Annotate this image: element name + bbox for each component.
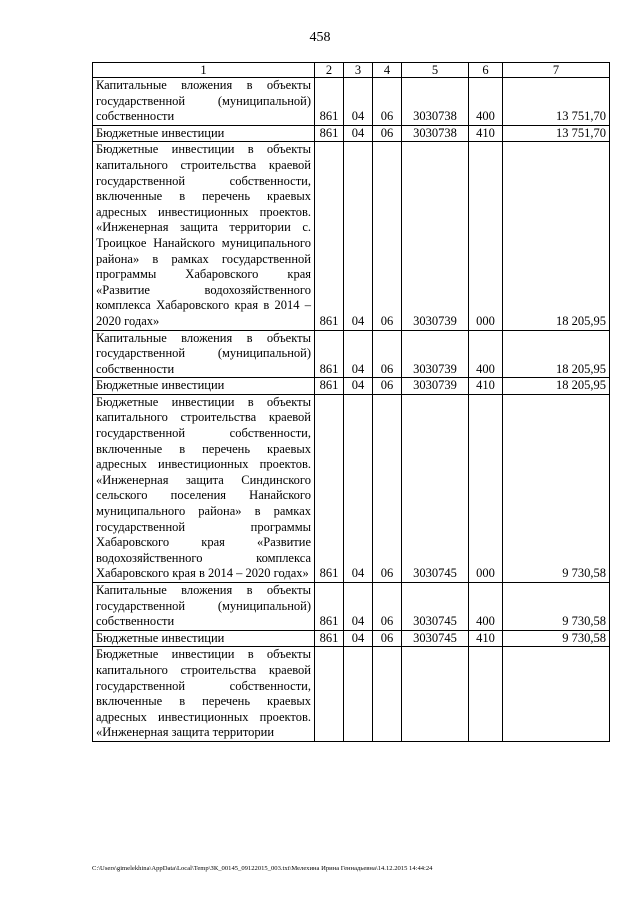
cell-target: 3030738 [402, 125, 469, 142]
budget-table [92, 62, 610, 742]
cell-section [344, 647, 373, 742]
cell-target: 3030739 [402, 330, 469, 378]
cell-ministry: 861 [315, 378, 344, 395]
cell-expense-type: 410 [469, 378, 503, 395]
cell-subsection: 06 [373, 583, 402, 631]
cell-ministry: 861 [315, 78, 344, 126]
cell-section: 04 [344, 630, 373, 647]
table-row [93, 630, 610, 647]
page-number: 458 [309, 30, 331, 45]
cell-expense-type: 000 [469, 394, 503, 582]
cell-section: 04 [344, 394, 373, 582]
cell-subsection: 06 [373, 142, 402, 330]
cell-expense-type [469, 647, 503, 742]
cell-expense-type: 400 [469, 583, 503, 631]
cell-ministry: 861 [315, 330, 344, 378]
cell-expense-type: 400 [469, 78, 503, 126]
cell-subsection: 06 [373, 78, 402, 126]
cell-target: 3030739 [402, 142, 469, 330]
table-row [93, 142, 610, 330]
column-header: 7 [503, 63, 610, 78]
row-name: Бюджетные инвестиции [93, 378, 315, 395]
column-header: 5 [402, 63, 469, 78]
cell-ministry: 861 [315, 142, 344, 330]
cell-subsection [373, 647, 402, 742]
column-header: 2 [315, 63, 344, 78]
cell-subsection: 06 [373, 378, 402, 395]
cell-section: 04 [344, 330, 373, 378]
table-row [93, 330, 610, 378]
cell-expense-type: 410 [469, 630, 503, 647]
row-name: Бюджетные инвестиции в объекты капитального строительства краевой государственной собственности, включенные в перечень краевых адресных инвестиционных проектов. «Инженерная защита территории [93, 647, 315, 742]
row-name: Капитальные вложения в объекты государственной (муниципальной) собственности [93, 583, 315, 631]
cell-section: 04 [344, 78, 373, 126]
table-row [93, 78, 610, 126]
cell-amount: 13 751,70 [503, 125, 610, 142]
column-header: 4 [373, 63, 402, 78]
row-name: Капитальные вложения в объекты государственной (муниципальной) собственности [93, 330, 315, 378]
cell-target: 3030739 [402, 378, 469, 395]
cell-ministry [315, 647, 344, 742]
table-row [93, 394, 610, 582]
cell-section: 04 [344, 378, 373, 395]
cell-target: 3030745 [402, 394, 469, 582]
table-header-row [93, 63, 610, 78]
cell-amount: 18 205,95 [503, 142, 610, 330]
cell-subsection: 06 [373, 630, 402, 647]
cell-amount [503, 647, 610, 742]
cell-amount: 9 730,58 [503, 583, 610, 631]
row-name: Бюджетные инвестиции в объекты капитального строительства краевой государственной собственности, включенные в перечень краевых адресных инвестиционных проектов. «Инженерная защита Синдинского сельского поселения Нанайского муниципального района» в рамках государственной программы Хабаровского края «Развитие водохозяйственного комплекса Хабаровского края в 2014 – 2020 годах» [93, 394, 315, 582]
table-row [93, 125, 610, 142]
column-header: 6 [469, 63, 503, 78]
column-header: 1 [93, 63, 315, 78]
column-header: 3 [344, 63, 373, 78]
cell-subsection: 06 [373, 125, 402, 142]
row-name: Капитальные вложения в объекты государственной (муниципальной) собственности [93, 78, 315, 126]
cell-amount: 9 730,58 [503, 394, 610, 582]
cell-section: 04 [344, 125, 373, 142]
cell-target: 3030738 [402, 78, 469, 126]
cell-subsection: 06 [373, 330, 402, 378]
table-row [93, 647, 610, 742]
cell-target [402, 647, 469, 742]
cell-expense-type: 000 [469, 142, 503, 330]
cell-target: 3030745 [402, 630, 469, 647]
file-path-footer: C:\Users\gimelekhina\AppData\Local\Temp\ЗК_00145_09122015_003.txt\Мелехина Ирина Геннадьевна\14.12.2015 14:44:24 [92, 865, 433, 872]
cell-amount: 18 205,95 [503, 378, 610, 395]
cell-expense-type: 400 [469, 330, 503, 378]
row-name: Бюджетные инвестиции в объекты капитального строительства краевой государственной собственности, включенные в перечень краевых адресных инвестиционных проектов. «Инженерная защита территории с. Троицкое Нанайского муниципального района» в рамках государственной программы Хабаровского края «Развитие водохозяйственного комплекса Хабаровского края в 2014 – 2020 годах» [93, 142, 315, 330]
row-name: Бюджетные инвестиции [93, 125, 315, 142]
row-name: Бюджетные инвестиции [93, 630, 315, 647]
cell-ministry: 861 [315, 583, 344, 631]
cell-ministry: 861 [315, 125, 344, 142]
cell-ministry: 861 [315, 630, 344, 647]
cell-ministry: 861 [315, 394, 344, 582]
cell-section: 04 [344, 142, 373, 330]
table-row [93, 583, 610, 631]
cell-target: 3030745 [402, 583, 469, 631]
table-row [93, 378, 610, 395]
cell-amount: 9 730,58 [503, 630, 610, 647]
cell-section: 04 [344, 583, 373, 631]
cell-expense-type: 410 [469, 125, 503, 142]
cell-amount: 18 205,95 [503, 330, 610, 378]
cell-subsection: 06 [373, 394, 402, 582]
cell-amount: 13 751,70 [503, 78, 610, 126]
